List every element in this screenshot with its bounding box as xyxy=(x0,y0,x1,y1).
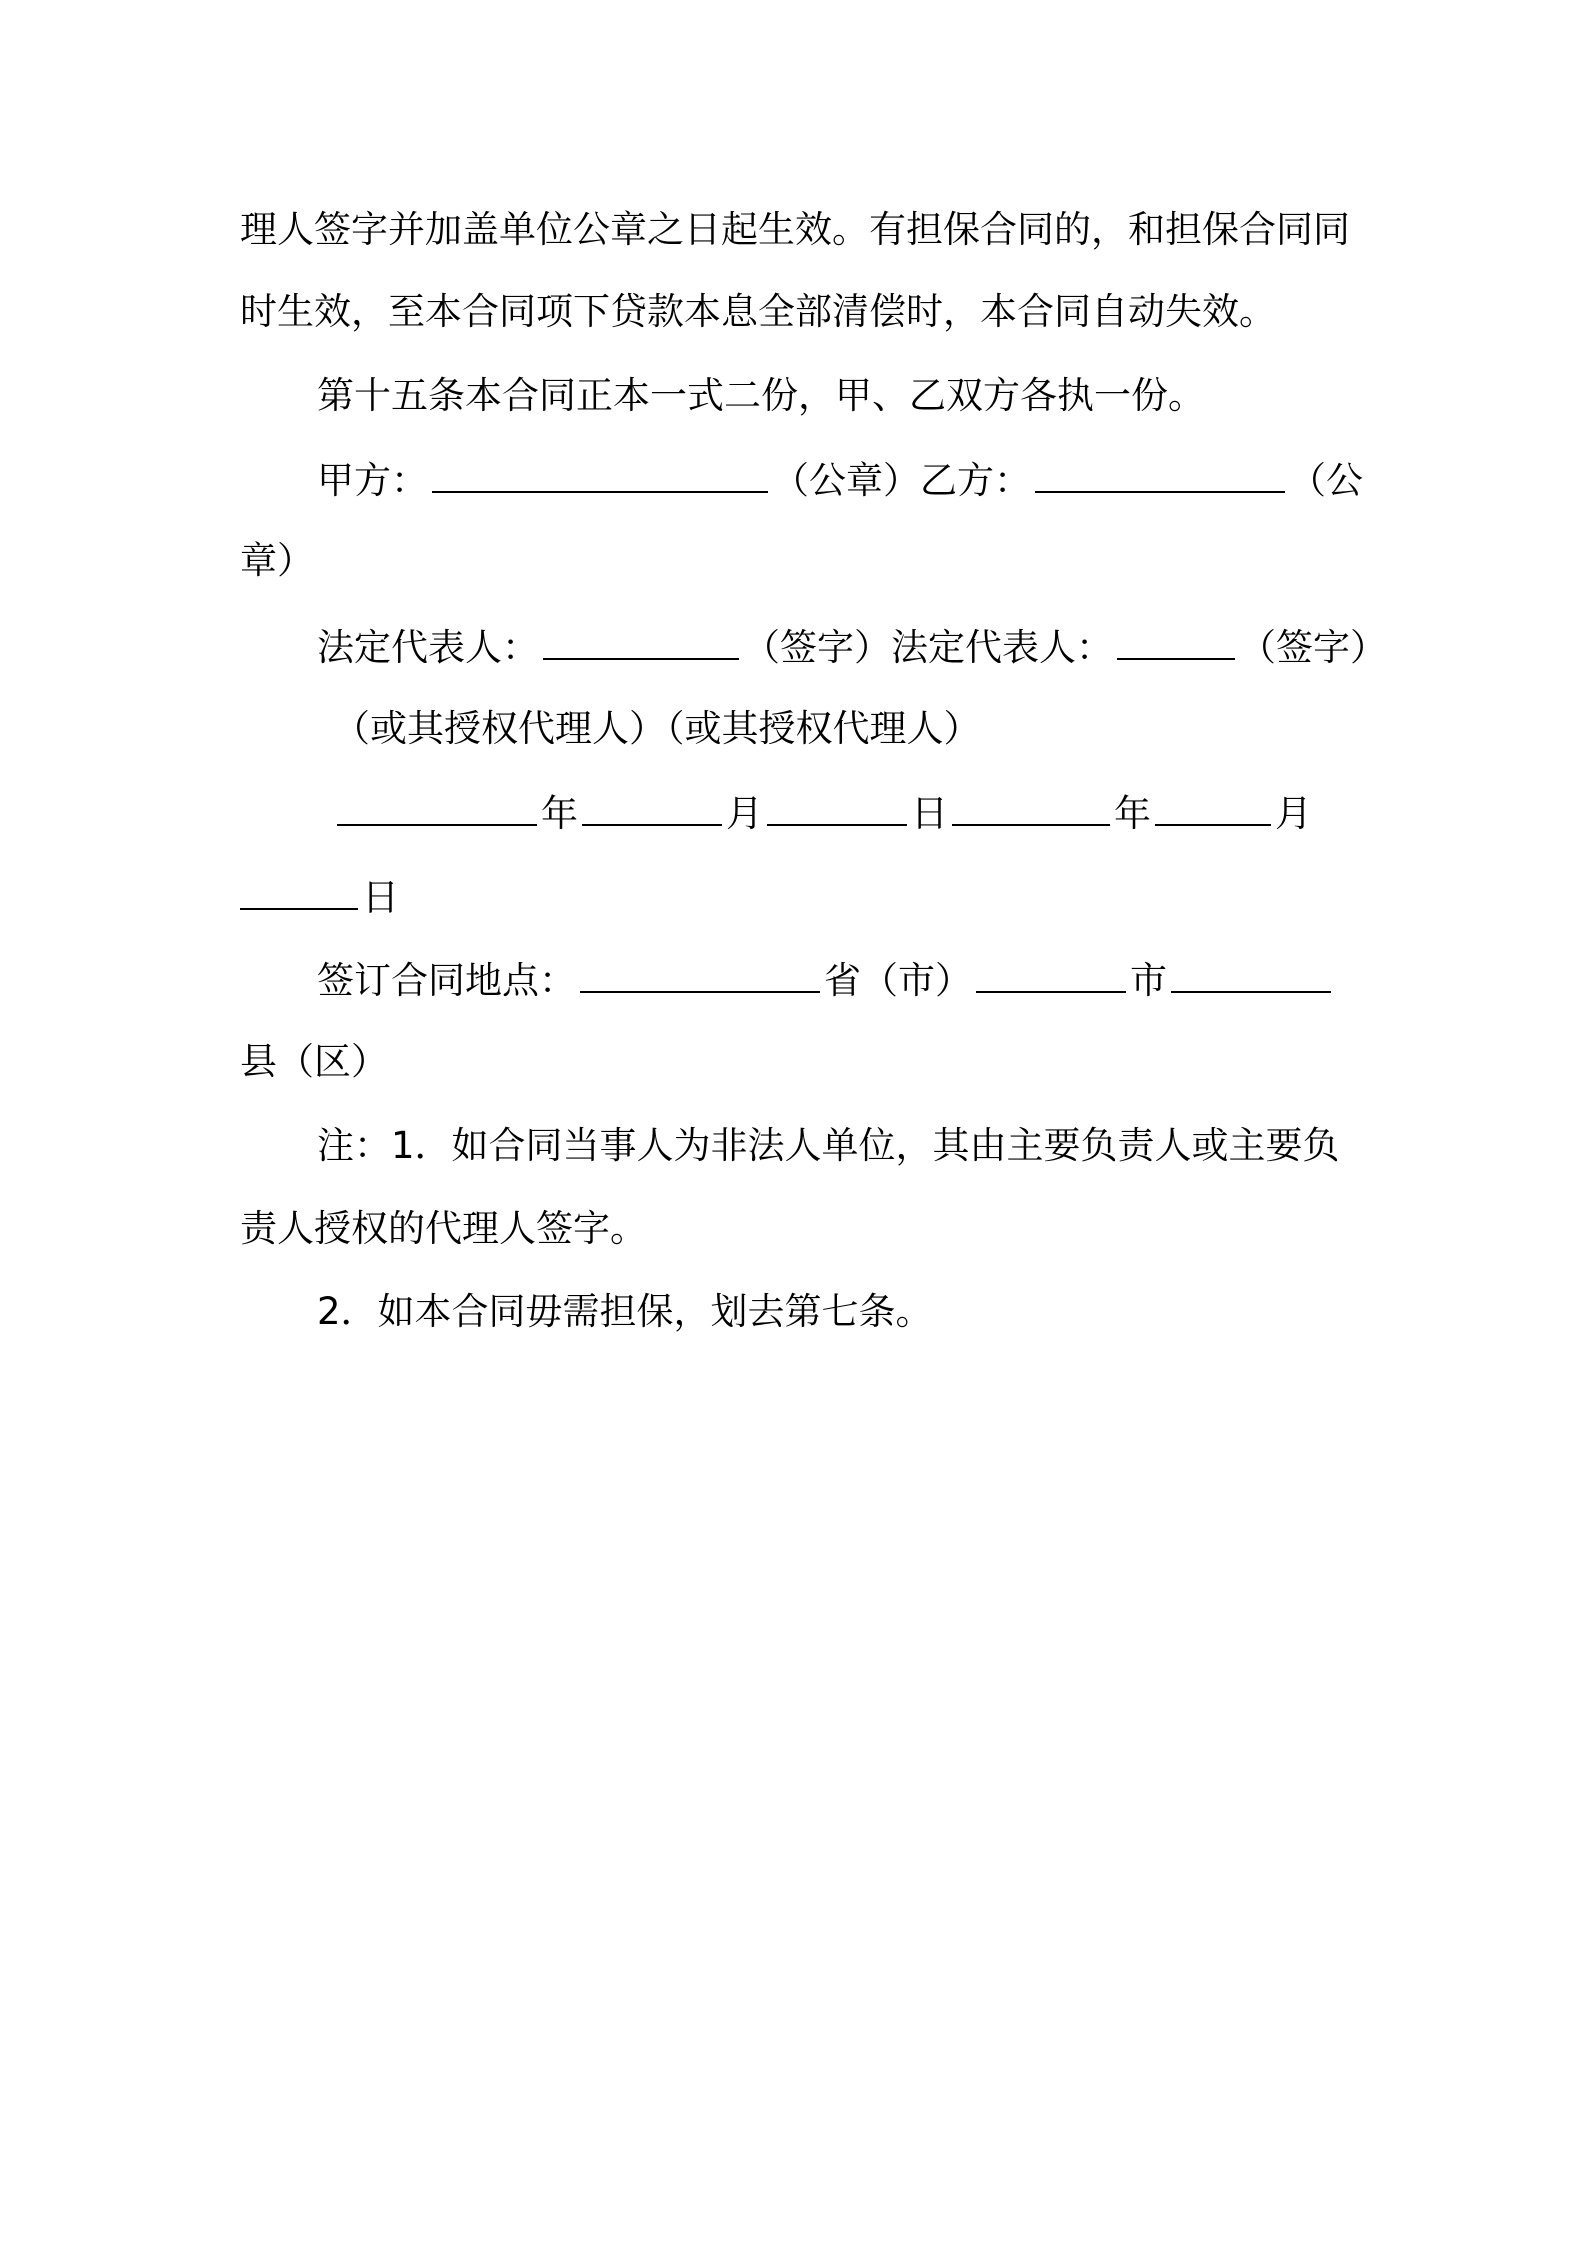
date-a-month-blank[interactable] xyxy=(582,788,722,826)
rep-b-blank[interactable] xyxy=(1117,622,1235,660)
county-blank[interactable] xyxy=(1171,955,1331,993)
date-a-day-blank[interactable] xyxy=(767,788,907,826)
rep-a-sign-label: （签字）法定代表人： xyxy=(743,626,1113,669)
rep-a-blank[interactable] xyxy=(543,622,739,660)
location-label: 签订合同地点： xyxy=(317,959,576,1002)
party-a-seal-label: （公章）乙方： xyxy=(772,459,1031,502)
note-1-line-1: 注：1．如合同当事人为非法人单位，其由主要负责人或主要负 xyxy=(317,1124,1340,1167)
date-b-day-line xyxy=(240,872,1352,922)
date-b-month-blank[interactable] xyxy=(1155,788,1271,826)
date-a-year-label: 年 xyxy=(541,792,578,835)
party-b-blank[interactable] xyxy=(1035,455,1285,493)
date-a-day-label: 日 xyxy=(911,792,948,835)
authorized-agents-line: （或其授权代理人）（或其授权代理人） xyxy=(333,707,981,750)
city-blank[interactable] xyxy=(976,955,1126,993)
location-line xyxy=(317,955,1352,1005)
effect-paragraph-line-2: 时生效，至本合同项下贷款本息全部清偿时，本合同自动失效。 xyxy=(240,290,1276,333)
date-b-month-label: 月 xyxy=(1275,792,1312,835)
date-b-day-label: 日 xyxy=(362,876,399,919)
date-b-year-label: 年 xyxy=(1114,792,1151,835)
party-a-label: 甲方： xyxy=(317,459,428,502)
party-b-seal-open: （公 xyxy=(1289,459,1363,502)
county-label: 县（区） xyxy=(240,1040,388,1083)
rep-a-label: 法定代表人： xyxy=(317,626,539,669)
date-a-month-label: 月 xyxy=(726,792,763,835)
effect-paragraph-line-1: 理人签字并加盖单位公章之日起生效。有担保合同的，和担保合同同 xyxy=(240,208,1350,251)
party-b-seal-close: 章） xyxy=(240,539,314,582)
party-a-blank[interactable] xyxy=(432,455,768,493)
province-blank[interactable] xyxy=(580,955,820,993)
dates-line xyxy=(333,788,1352,838)
article-15: 第十五条本合同正本一式二份，甲、乙双方各执一份。 xyxy=(317,374,1205,417)
note-2: 2．如本合同毋需担保，划去第七条。 xyxy=(317,1290,933,1333)
city-label: 市 xyxy=(1130,959,1167,1002)
date-a-year-blank[interactable] xyxy=(337,788,537,826)
rep-b-sign-label: （签字） xyxy=(1239,626,1387,669)
date-b-day-blank[interactable] xyxy=(240,872,358,910)
province-label: 省（市） xyxy=(824,959,972,1002)
parties-line xyxy=(317,455,1363,505)
date-b-year-blank[interactable] xyxy=(952,788,1110,826)
note-1-line-2: 责人授权的代理人签字。 xyxy=(240,1207,647,1250)
representatives-line xyxy=(317,622,1387,672)
